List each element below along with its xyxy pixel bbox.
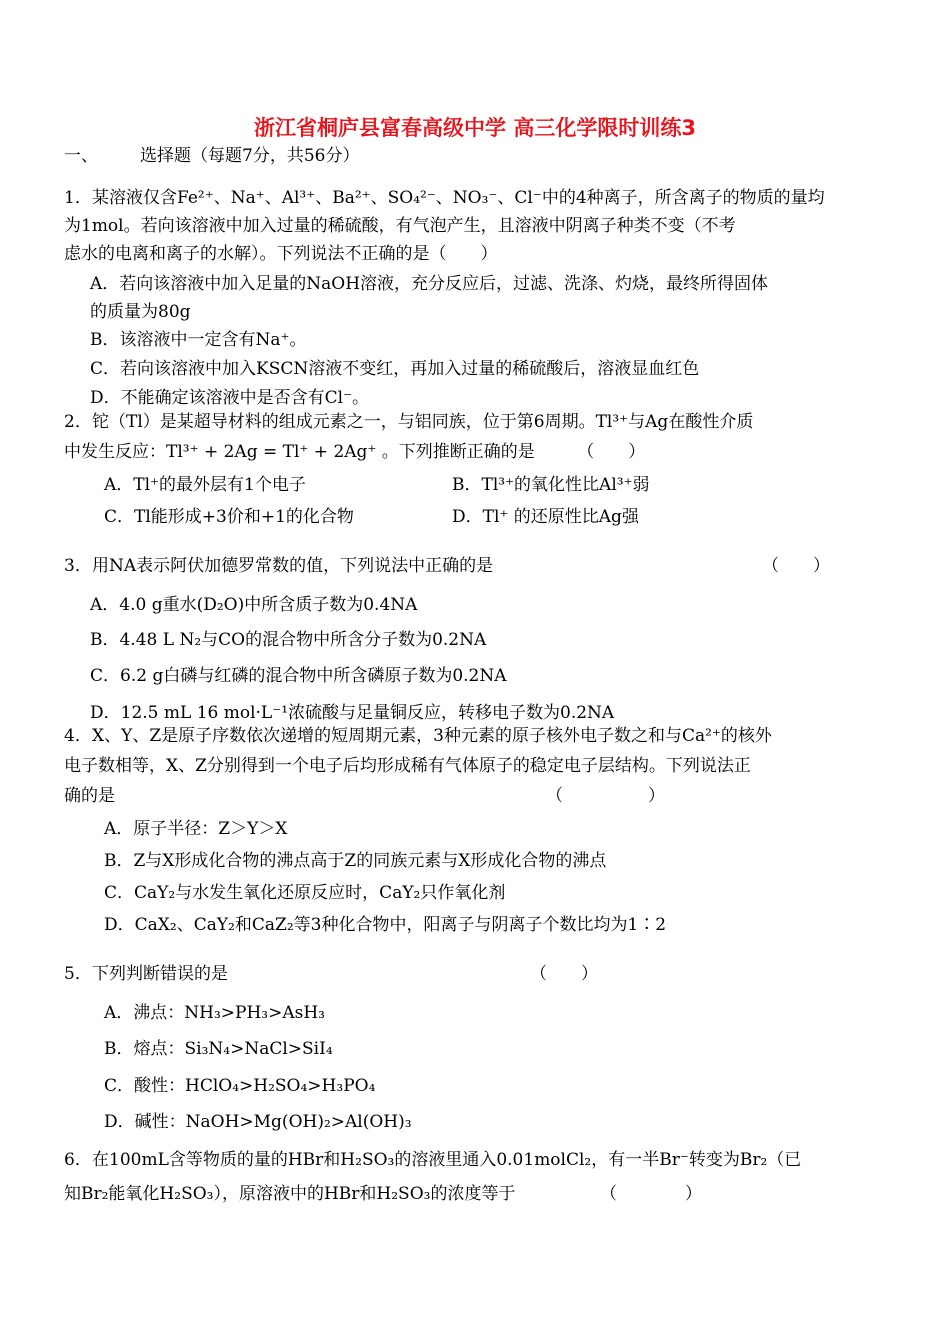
question-stem-line: 确的是 — [64, 786, 115, 806]
option-c: C．酸性：HClO₄>H₂SO₄>H₃PO₄ — [104, 1076, 376, 1096]
option-a: A．Tl⁺的最外层有1个电子 — [104, 475, 306, 495]
option-d: D．CaX₂、CaY₂和CaZ₂等3种化合物中，阳离子与阴离子个数比均为1∶2 — [104, 915, 667, 935]
option-b: B．Tl³⁺的氧化性比Al³⁺弱 — [452, 475, 650, 495]
option-c: C．若向该溶液中加入KSCN溶液不变红，再加入过量的稀硫酸后，溶液显血红色 — [90, 359, 700, 379]
option-b: B．该溶液中一定含有Na⁺。 — [90, 330, 307, 350]
option-a-continued: 的质量为80g — [90, 302, 191, 322]
question-stem-line: 下列判断错误的是 — [92, 964, 228, 984]
option-d: D．12.5 mL 16 mol·L⁻¹浓硫酸与足量铜反应，转移电子数为0.2NA — [90, 703, 615, 723]
option-a: A．若向该溶液中加入足量的NaOH溶液，充分反应后，过滤、洗涤、灼烧，最终所得固体 — [90, 274, 769, 294]
option-b: B．4.48 L N₂与CO的混合物中所含分子数为0.2NA — [90, 630, 487, 650]
option-d: D．不能确定该溶液中是否含有Cl⁻。 — [90, 388, 370, 408]
option-c: C．CaY₂与水发生氧化还原反应时，CaY₂只作氧化剂 — [104, 883, 506, 903]
question-stem-line: 在100mL含等物质的量的HBr和H₂SO₃的溶液里通入0.01molCl₂，有一半Br⁻转变为Br₂（已 — [92, 1150, 802, 1170]
option-a: A．原子半径：Z＞Y＞X — [104, 819, 288, 839]
question-stem-line: 为1mol。若向该溶液中加入过量的稀硫酸，有气泡产生，且溶液中阴离子种类不变（不考 — [64, 216, 736, 236]
section-label: 选择题（每题7分，共56分） — [140, 146, 360, 166]
question-number: 3． — [64, 556, 92, 576]
question-stem-line: 知Br₂能氧化H₂SO₃），原溶液中的HBr和H₂SO₃的浓度等于 — [64, 1184, 516, 1204]
question-stem-line: 铊（Tl）是某超导材料的组成元素之一，与铝同族，位于第6周期。Tl³⁺与Ag在酸性介质 — [92, 412, 754, 432]
answer-bracket: （ ） — [530, 964, 598, 984]
question-number: 5． — [64, 964, 92, 984]
question-stem-line: 用NA表示阿伏加德罗常数的值，下列说法中正确的是 — [92, 556, 494, 576]
option-a: A．4.0 g重水(D₂O)中所含质子数为0.4NA — [90, 595, 418, 615]
question-stem-line: 电子数相等，X、Z分别得到一个电子后均形成稀有气体原子的稳定电子层结构。下列说法正 — [64, 756, 751, 776]
option-d: D．Tl⁺ 的还原性比Ag强 — [452, 507, 639, 527]
option-d: D．碱性：NaOH>Mg(OH)₂>Al(OH)₃ — [104, 1112, 412, 1132]
question-number: 2． — [64, 412, 92, 432]
question-stem-line: 中发生反应：Tl³⁺ + 2Ag = Tl⁺ + 2Ag⁺ 。下列推断正确的是 （ ） — [64, 442, 646, 462]
option-b: B．Z与X形成化合物的沸点高于Z的同族元素与X形成化合物的沸点 — [104, 851, 607, 871]
option-c: C．6.2 g白磷与红磷的混合物中所含磷原子数为0.2NA — [90, 666, 507, 686]
question-stem-line: 虑水的电离和离子的水解）。下列说法不正确的是（ ） — [64, 244, 498, 264]
option-b: B．熔点：Si₃N₄>NaCl>SiI₄ — [104, 1039, 333, 1059]
question-number: 1． — [64, 188, 92, 208]
section-number: 一、 — [64, 146, 98, 166]
page-title: 浙江省桐庐县富春高级中学 高三化学限时训练3 — [254, 116, 696, 140]
question-stem-line: 某溶液仅含Fe²⁺、Na⁺、Al³⁺、Ba²⁺、SO₄²⁻、NO₃⁻、Cl⁻中的4种离子，所含离子的物质的量均 — [92, 188, 825, 208]
option-a: A．沸点：NH₃>PH₃>AsH₃ — [104, 1003, 325, 1023]
answer-bracket: （ ） — [546, 786, 665, 806]
question-stem-line: X、Y、Z是原子序数依次递增的短周期元素，3种元素的原子核外电子数之和与Ca²⁺的核外 — [92, 726, 772, 746]
question-number: 6． — [64, 1150, 92, 1170]
answer-bracket: （ ） — [762, 556, 830, 576]
question-number: 4． — [64, 726, 92, 746]
option-c: C．Tl能形成+3价和+1的化合物 — [104, 507, 354, 527]
answer-bracket: （ ） — [600, 1184, 702, 1204]
